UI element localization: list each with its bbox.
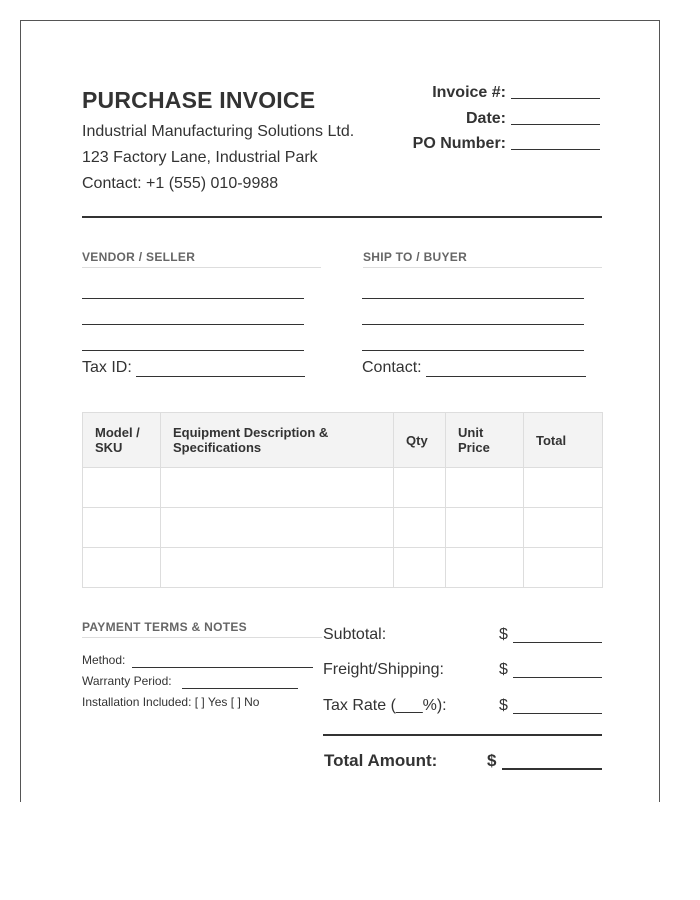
cell-unit-price[interactable] — [446, 468, 524, 508]
cell-description[interactable] — [161, 508, 394, 548]
total-amount-currency: $ — [487, 751, 497, 770]
cell-qty[interactable] — [394, 468, 446, 508]
po-number-field[interactable] — [413, 135, 600, 153]
vendor-tax-id-label: Tax ID: — [82, 359, 132, 376]
line-items-table — [82, 412, 603, 588]
date-field[interactable] — [466, 110, 600, 128]
notes-section-rule — [82, 637, 322, 638]
cell-total[interactable] — [524, 468, 603, 508]
cell-model-sku[interactable] — [83, 508, 161, 548]
tax-rate-blank[interactable] — [513, 713, 602, 714]
buyer-contact-blank[interactable] — [426, 376, 586, 377]
notes-section-label: PAYMENT TERMS & NOTES — [82, 620, 247, 634]
vendor-section-label: VENDOR / SELLER — [82, 250, 196, 264]
header-description: Equipment Description & Specifications — [161, 413, 394, 468]
invoice-number-label: Invoice #: — [432, 84, 506, 101]
header-model-sku: Model / SKU — [83, 413, 161, 468]
cell-total[interactable] — [524, 508, 603, 548]
cell-unit-price[interactable] — [446, 548, 524, 588]
table-row — [83, 548, 603, 588]
date-blank[interactable] — [511, 123, 600, 125]
cell-qty[interactable] — [394, 508, 446, 548]
total-amount-blank[interactable] — [502, 768, 602, 770]
freight-shipping-blank[interactable] — [513, 677, 602, 678]
buyer-line-3[interactable] — [362, 350, 584, 351]
vendor-section-rule — [82, 267, 321, 268]
cell-model-sku[interactable] — [83, 548, 161, 588]
cell-description[interactable] — [161, 548, 394, 588]
vendor-line-3[interactable] — [82, 350, 304, 351]
date-label: Date: — [465, 110, 506, 127]
buyer-line-1[interactable] — [362, 298, 584, 299]
invoice-number-field[interactable] — [432, 84, 600, 102]
buyer-contact-label: Contact: — [362, 359, 422, 376]
total-amount-label: Total Amount: — [324, 751, 438, 770]
invoice-page — [20, 20, 660, 802]
freight-shipping-label: Freight/Shipping: — [323, 661, 444, 678]
freight-shipping-currency: $ — [499, 661, 508, 678]
buyer-section-label: SHIP TO / BUYER — [363, 250, 468, 264]
header-unit-price: Unit Price — [446, 413, 524, 468]
subtotal-label: Subtotal: — [323, 626, 387, 643]
header-total: Total — [524, 413, 603, 468]
invoice-title: PURCHASE INVOICE — [82, 87, 316, 113]
tax-rate-currency: $ — [499, 697, 508, 714]
header-divider — [82, 216, 602, 218]
company-contact: Contact: +1 (555) 010-9988 — [82, 175, 279, 192]
vendor-tax-id-blank[interactable] — [136, 376, 305, 377]
cell-model-sku[interactable] — [83, 468, 161, 508]
cell-total[interactable] — [524, 548, 603, 588]
warranty-period-label: Warranty Period: — [82, 674, 172, 688]
payment-method-blank[interactable] — [132, 667, 313, 668]
cell-description[interactable] — [161, 468, 394, 508]
vendor-line-1[interactable] — [82, 298, 304, 299]
company-address: 123 Factory Lane, Industrial Park — [82, 149, 318, 166]
table-row — [83, 468, 603, 508]
buyer-section-rule — [363, 267, 602, 268]
invoice-number-blank[interactable] — [511, 97, 600, 99]
buyer-line-2[interactable] — [362, 324, 584, 325]
warranty-period-blank[interactable] — [182, 688, 298, 689]
cell-qty[interactable] — [394, 548, 446, 588]
po-number-blank[interactable] — [511, 148, 600, 150]
header-qty: Qty — [394, 413, 446, 468]
payment-method-label: Method: — [82, 653, 126, 667]
company-name: Industrial Manufacturing Solutions Ltd. — [82, 123, 355, 140]
table-header-row — [83, 413, 603, 468]
tax-rate-label: Tax Rate (___%): — [323, 697, 447, 714]
total-divider — [323, 734, 602, 736]
po-number-label: PO Number: — [412, 135, 506, 152]
vendor-line-2[interactable] — [82, 324, 304, 325]
cell-unit-price[interactable] — [446, 508, 524, 548]
table-row — [83, 508, 603, 548]
installation-included-field[interactable]: Installation Included: [ ] Yes [ ] No — [82, 695, 260, 709]
subtotal-blank[interactable] — [513, 642, 602, 643]
subtotal-currency: $ — [499, 626, 508, 643]
